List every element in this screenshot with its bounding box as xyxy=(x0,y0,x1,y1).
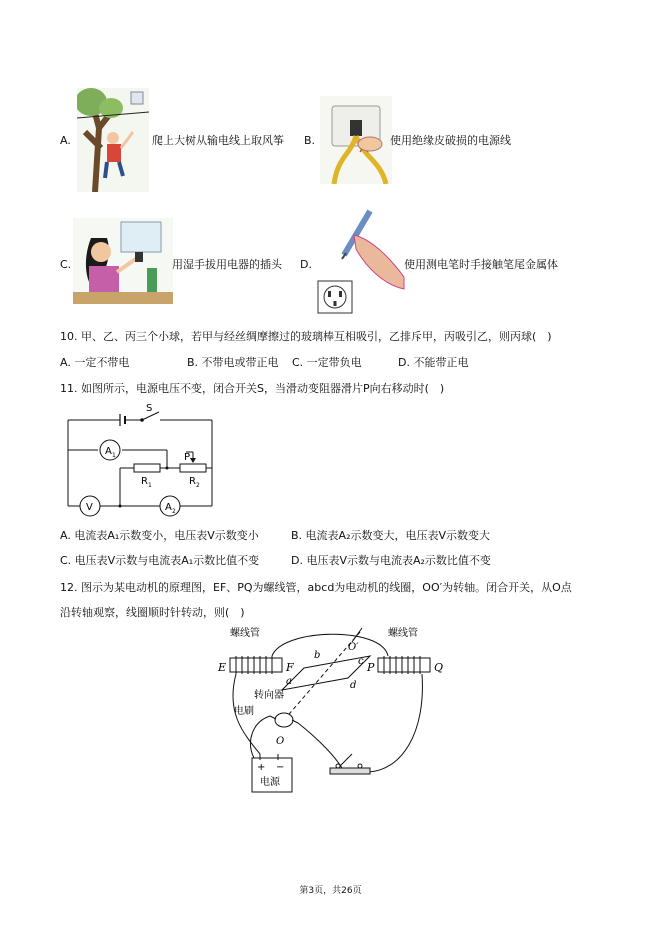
q11-label-a1: A xyxy=(105,446,112,457)
q9-b-picture-damaged-cord xyxy=(320,96,392,184)
q12-label-O: O xyxy=(276,736,285,747)
q11-stem: 11. 如图所示，电源电压不变，闭合开关S，当滑动变阻器滑片P向右移动时( ) xyxy=(60,382,445,395)
q12-label-minus: − xyxy=(276,762,285,773)
q12-label-b: b xyxy=(314,650,321,661)
q10-option-a: A. 一定不带电 xyxy=(60,356,130,369)
q9-option-a xyxy=(60,88,300,193)
q12-label-c: c xyxy=(358,656,364,667)
q12-label-brush: 电刷 xyxy=(234,706,254,717)
q12-label-plus: + xyxy=(257,762,266,773)
q11-label-r2: R xyxy=(189,476,196,487)
q12-label-a: a xyxy=(286,676,292,687)
q11-label-r1-sub: 1 xyxy=(148,482,152,489)
q9-a-text: 爬上大树从输电线上取风筝 xyxy=(152,134,284,147)
q9-c-picture-wet-hand-plug xyxy=(73,218,173,304)
q9-a-picture-tree-kite xyxy=(77,88,149,192)
q11-option-a: A. 电流表A₁示数变小，电压表V示数变小 xyxy=(60,529,259,542)
q9-b-text: 使用绝缘皮破损的电源线 xyxy=(390,134,511,147)
q12-label-solenoid-left: 螺线管 xyxy=(230,628,260,639)
q11-option-d: D. 电压表V示数与电流表A₂示数比值不变 xyxy=(291,554,491,567)
q9-c-text: 用湿手拔用电器的插头 xyxy=(172,258,282,271)
q12-label-power: 电源 xyxy=(260,777,280,788)
q11-label-a1-sub: 1 xyxy=(112,452,116,459)
q9-option-c xyxy=(60,218,310,306)
q11-label-r2-sub: 2 xyxy=(196,482,200,489)
q11-label-r1: R xyxy=(141,476,148,487)
q9-d-text: 使用测电笔时手接触笔尾金属体 xyxy=(404,258,558,271)
q11-circuit-diagram xyxy=(62,402,222,520)
q12-label-Q: Q xyxy=(434,661,444,674)
q9-option-b xyxy=(304,96,564,186)
q9-b-label: B. xyxy=(304,134,316,147)
q12-label-commutator: 转向器 xyxy=(254,690,284,701)
q11-label-a2-sub: 2 xyxy=(172,508,176,515)
q9-option-d xyxy=(300,205,590,320)
q11-option-c: C. 电压表V示数与电流表A₁示数比值不变 xyxy=(60,554,260,567)
q11-label-switch: S xyxy=(146,403,153,414)
q12-stem-line1: 12. 图示为某电动机的原理图，EF、PQ为螺线管，abcd为电动机的线圈，OO′为转轴。闭合开关，从O点 xyxy=(60,581,572,594)
q12-label-P: P xyxy=(367,661,375,674)
q9-a-label: A. xyxy=(60,134,71,147)
q12-motor-diagram xyxy=(212,622,458,796)
q12-label-F: F xyxy=(286,661,294,674)
q12-stem-line2: 沿转轴观察，线圈顺时针转动，则( ) xyxy=(60,606,245,619)
q12-label-solenoid-right: 螺线管 xyxy=(388,628,418,639)
q10-option-c: C. 一定带负电 xyxy=(292,356,362,369)
q9-d-picture-test-pen-socket xyxy=(314,205,406,317)
q11-option-b: B. 电流表A₂示数变大，电压表V示数变大 xyxy=(291,529,490,542)
q10-option-b: B. 不带电或带正电 xyxy=(187,356,279,369)
q11-label-voltmeter: V xyxy=(86,502,93,513)
q12-label-E: E xyxy=(218,661,227,674)
q9-d-label: D. xyxy=(300,258,312,271)
page-footer: 第3页，共26页 xyxy=(299,886,362,896)
q11-label-a2: A xyxy=(165,502,172,513)
q10-stem: 10. 甲、乙、丙三个小球，若甲与经丝绸摩擦过的玻璃棒互相吸引，乙排斥甲，丙吸引乙，则丙球( ) xyxy=(60,330,552,343)
q12-label-d: d xyxy=(350,680,357,691)
q11-label-slider: P xyxy=(184,452,191,463)
q12-label-O-prime: O′ xyxy=(348,642,359,653)
q9-c-label: C. xyxy=(60,258,72,271)
q10-option-d: D. 不能带正电 xyxy=(398,356,469,369)
